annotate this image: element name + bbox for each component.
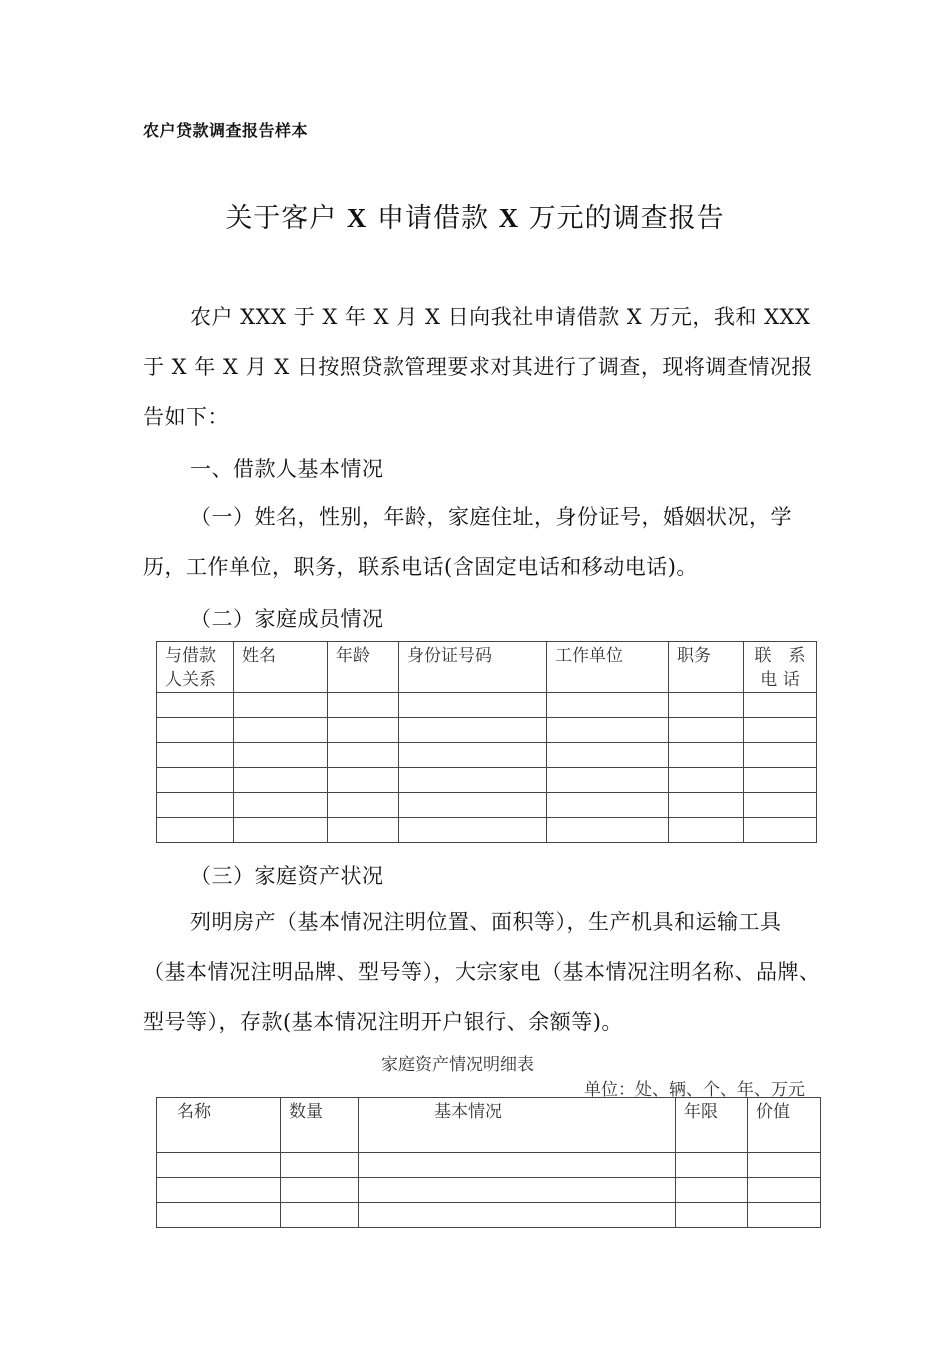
section-1-sub-3-heading: （三）家庭资产状况 (190, 864, 384, 888)
header-workplace: 工作单位 (547, 642, 669, 693)
header-basic-info: 基本情况 (359, 1098, 676, 1153)
assets-paragraph: 列明房产（基本情况注明位置、面积等），生产机具和运输工具（基本情况注明品牌、型号等），大宗家电（基本情况注明名称、品牌、型号等），存款(基本情况注明开户银行、余额等)。 (143, 910, 821, 1034)
table-row (157, 1153, 821, 1178)
table-row (157, 693, 817, 718)
section-1-heading: 一、借款人基本情况 (190, 457, 384, 481)
header-asset-name: 名称 (157, 1098, 281, 1153)
header-position: 职务 (669, 642, 744, 693)
title-part-2: 申请借款 (377, 203, 489, 234)
family-table-header-row (157, 642, 817, 693)
table-row (157, 818, 817, 843)
table-row (157, 743, 817, 768)
title-x-2: X (498, 203, 520, 233)
table-row (157, 1178, 821, 1203)
table-row (157, 718, 817, 743)
table-row (157, 1203, 821, 1228)
title-part-1: 关于客户 (225, 203, 338, 234)
document-label: 农户贷款调查报告样本 (143, 121, 309, 140)
table-row (157, 793, 817, 818)
header-value: 价值 (748, 1098, 821, 1153)
asset-table-unit: 单位：处、辆、个、年、万元 (584, 1080, 805, 1100)
header-age: 年龄 (328, 642, 399, 693)
header-years: 年限 (676, 1098, 748, 1153)
section-1-sub-1: （一）姓名，性别，年龄，家庭住址，身份证号，婚姻状况，学历，工作单位，职务，联系电话(含固定电话和移动电话)。 (143, 505, 792, 579)
asset-table-caption: 家庭资产情况明细表 (381, 1055, 534, 1075)
header-name: 姓名 (234, 642, 328, 693)
intro-paragraph: 农户 XXX 于 X 年 X 月 X 日向我社申请借款 X 万元，我和 XXX 于 X 年 X 月 X 日按照贷款管理要求对其进行了调查，现将调查情况报告如下： (143, 305, 813, 429)
header-phone: 联 系 电 话 (744, 642, 817, 693)
section-1-sub-2-heading: （二）家庭成员情况 (190, 607, 384, 631)
table-row (157, 768, 817, 793)
title-x-1: X (346, 203, 368, 233)
title-part-3: 万元的调查报告 (528, 203, 725, 234)
family-members-table (156, 641, 817, 843)
asset-table-header-row (157, 1098, 821, 1153)
header-relation: 与借款 人关系 (157, 642, 234, 693)
report-title (0, 196, 950, 235)
header-id-number: 身份证号码 (399, 642, 547, 693)
header-quantity: 数量 (281, 1098, 359, 1153)
asset-details-table (156, 1097, 821, 1228)
